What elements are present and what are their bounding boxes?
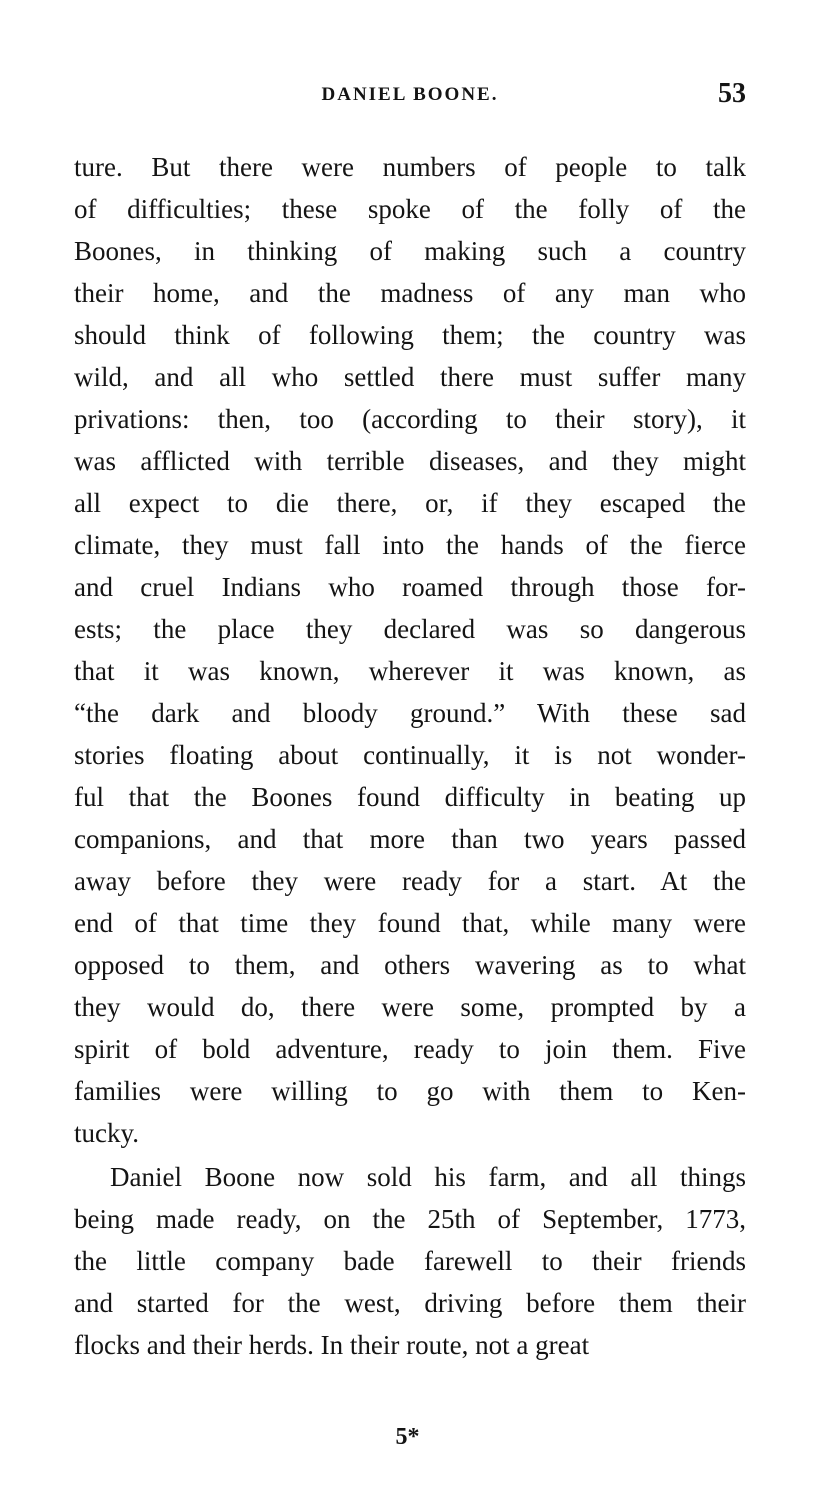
- text-line: they would do, there were some, prompted by a: [74, 992, 746, 1022]
- text-line: ture. But there were numbers of people to talk: [74, 152, 746, 182]
- body-text: [74, 146, 746, 1366]
- text-line: of difficulties; these spoke of the folly of the: [74, 194, 746, 224]
- text-line: being made ready, on the 25th of September, 1773,: [74, 1204, 746, 1234]
- paragraph: [74, 1156, 746, 1366]
- paragraph: [74, 146, 746, 1154]
- text-line: away before they were ready for a start. At the: [74, 866, 746, 896]
- text-line: the little company bade farewell to their friends: [74, 1246, 746, 1276]
- text-line: end of that time they found that, while many were: [74, 908, 746, 938]
- text-line: stories floating about continually, it is not wonder-: [74, 740, 746, 770]
- text-line: climate, they must fall into the hands of the fierce: [74, 530, 746, 560]
- text-line: should think of following them; the country was: [74, 320, 746, 350]
- text-line: Boones, in thinking of making such a country: [74, 236, 746, 266]
- text-line: “the dark and bloody ground.” With these sad: [74, 698, 746, 728]
- page-header: [74, 78, 746, 118]
- text-line: that it was known, wherever it was known, as: [74, 656, 746, 686]
- text-line: spirit of bold adventure, ready to join them. Five: [74, 1034, 746, 1064]
- text-line: companions, and that more than two years passed: [74, 824, 746, 854]
- text-line: families were willing to go with them to Ken-: [74, 1076, 746, 1106]
- text-line: Daniel Boone now sold his farm, and all things: [110, 1162, 746, 1192]
- text-line: privations: then, too (according to their story), it: [74, 404, 746, 434]
- text-line: flocks and their herds. In their route, not a great: [74, 1330, 590, 1360]
- text-line: tucky.: [74, 1118, 139, 1148]
- text-line: their home, and the madness of any man who: [74, 278, 746, 308]
- text-line: ests; the place they declared was so dangerous: [74, 614, 746, 644]
- signature-mark: 5*: [395, 1424, 420, 1450]
- text-line: and started for the west, driving before them their: [74, 1288, 746, 1318]
- text-line: opposed to them, and others wavering as to what: [74, 950, 746, 980]
- text-line: and cruel Indians who roamed through those for-: [74, 572, 746, 602]
- page-number: 53: [718, 78, 746, 109]
- running-head: DANIEL BOONE.: [321, 84, 499, 105]
- text-line: all expect to die there, or, if they escaped the: [74, 488, 746, 518]
- text-line: was afflicted with terrible diseases, and they might: [74, 446, 746, 476]
- text-line: ful that the Boones found difficulty in beating up: [74, 782, 746, 812]
- text-line: wild, and all who settled there must suffer many: [74, 362, 746, 392]
